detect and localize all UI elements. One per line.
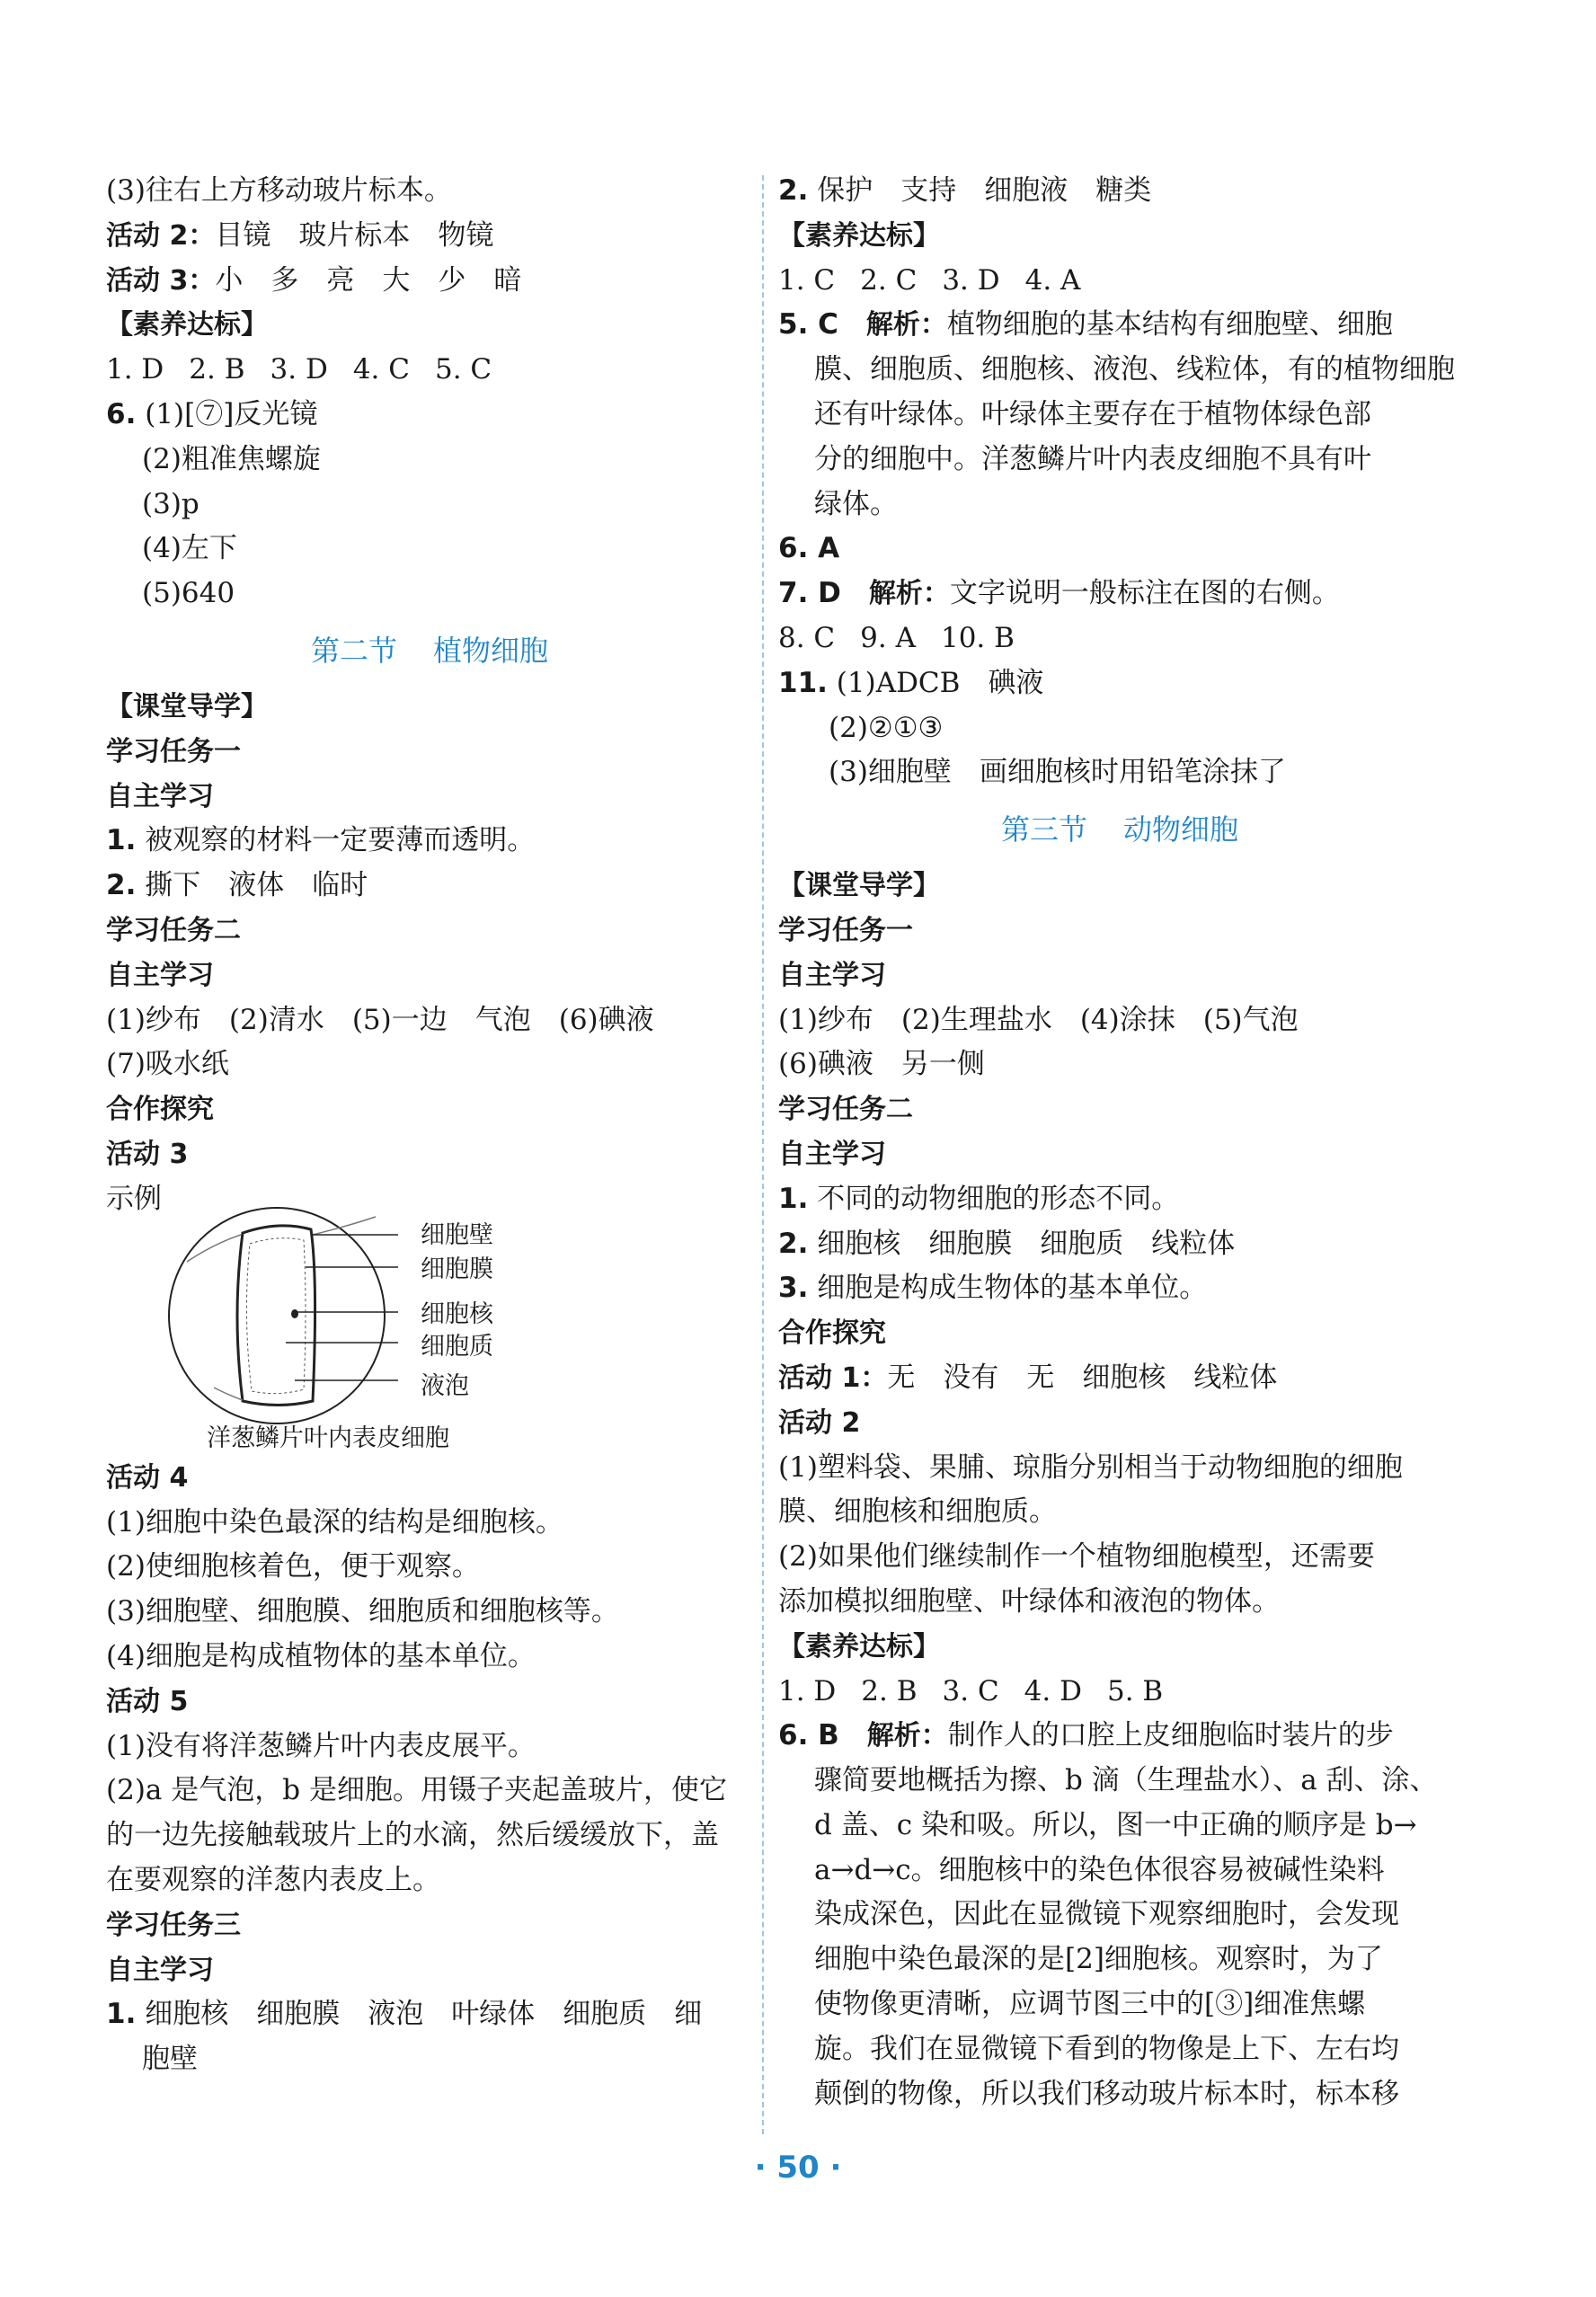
analysis-label: 解析： [868, 578, 950, 610]
heading: 自主学习 [106, 1954, 214, 1986]
text-line: (2)粗准焦螺旋 [142, 442, 321, 475]
answer-text: 细胞核 细胞膜 液泡 叶绿体 细胞质 细 [145, 1998, 703, 2031]
answer-text: 细胞核 细胞膜 细胞质 线粒体 [817, 1227, 1236, 1260]
answer-text: (1)[⑦]反光镜 [145, 397, 318, 430]
answer: 4. A [1024, 263, 1081, 297]
section-number: 第二节 [310, 633, 397, 668]
text-line: 胞壁 [142, 2043, 198, 2076]
answer-line [778, 169, 1461, 214]
right-column [778, 169, 1461, 2116]
text-line: 染成深色，因此在显微镜下观察细胞时，会发现 [814, 1898, 1399, 1931]
label-nucleus: 细胞核 [421, 1299, 493, 1328]
text-line: (5)640 [142, 577, 235, 610]
heading-literacy: 【素养达标】 [778, 219, 940, 252]
answer: 7. D [778, 577, 841, 610]
text-line: (3)细胞壁 画细胞核时用铅笔涂抹了 [829, 756, 1286, 789]
heading: 【课堂导学】 [106, 690, 268, 723]
answer-text: 撕下 液体 临时 [145, 869, 368, 902]
explanation-line [778, 572, 1461, 616]
item-number: 3. [778, 1272, 809, 1305]
text-line: (1)细胞中染色最深的结构是细胞核。 [106, 1505, 563, 1539]
text-line: (2)使细胞核着色，便于观察。 [106, 1550, 480, 1583]
analysis-label: 解析： [866, 1720, 948, 1752]
text-line: 分的细胞中。洋葱鳞片叶内表皮细胞不具有叶 [814, 442, 1371, 475]
section-number: 第三节 [1000, 812, 1087, 847]
item-number: 1. [106, 824, 137, 857]
answer-line [778, 1177, 1461, 1222]
text-line: 添加模拟细胞壁、叶绿体和液泡的物体。 [778, 1584, 1280, 1618]
answer: 10. B [940, 621, 1015, 654]
heading: 活动 2 [778, 1406, 861, 1439]
item-number: 2. [778, 1227, 809, 1260]
text-line: 旋。我们在显微镜下看到的物像是上下、左右均 [814, 2032, 1399, 2065]
answers-row [106, 348, 753, 393]
text-line: 颠倒的物像，所以我们移动玻片标本时，标本移 [814, 2077, 1399, 2110]
answer-line [106, 819, 753, 864]
answer-text: 保护 支持 细胞液 糖类 [817, 174, 1152, 207]
text-line: (7)吸水纸 [106, 1048, 229, 1081]
heading: 学习任务三 [106, 1909, 241, 1941]
answer: 4. D [1024, 1674, 1082, 1707]
text-line: 还有叶绿体。叶绿体主要存在于植物体绿色部 [814, 397, 1371, 430]
answer: 1. C [778, 263, 836, 297]
answer: 1. D [778, 1674, 837, 1707]
activity-label: 活动 1： [778, 1361, 888, 1394]
section-title-plant-cell [106, 616, 753, 685]
activity-1-line [778, 1356, 1461, 1401]
activity-label: 活动 2： [106, 219, 216, 252]
analysis-label: 解析： [865, 309, 947, 341]
heading: 活动 5 [106, 1685, 189, 1717]
heading: 学习任务一 [106, 735, 241, 767]
analysis-text: 文字说明一般标注在图的右侧。 [949, 577, 1340, 610]
heading: 自主学习 [778, 959, 886, 991]
section-name: 动物细胞 [1123, 812, 1239, 847]
heading: 合作探究 [778, 1317, 886, 1350]
answer: 5. B [1106, 1674, 1164, 1707]
explanation-line [778, 1714, 1461, 1759]
text-line: a→d→c。细胞核中的染色体很容易被碱性染料 [814, 1853, 1385, 1886]
label-cell-wall: 细胞壁 [421, 1220, 493, 1249]
text-line: (1)没有将洋葱鳞片叶内表皮展平。 [106, 1729, 536, 1762]
text-line: (1)纱布 (2)清水 (5)一边 气泡 (6)碘液 [106, 1003, 654, 1036]
question-11-line [778, 661, 1461, 706]
text-line: (4)细胞是构成植物体的基本单位。 [106, 1639, 536, 1672]
answers-row [778, 616, 1461, 661]
answer: 1. D [106, 353, 164, 386]
item-number: 1. [778, 1182, 809, 1215]
answer: 2. C [860, 263, 918, 297]
text-line: (3)往右上方移动玻片标本。 [106, 174, 452, 207]
answer-line [778, 1266, 1461, 1311]
left-column [106, 169, 753, 2082]
section-name: 植物细胞 [433, 633, 549, 668]
text-line: (6)碘液 另一侧 [778, 1048, 985, 1081]
text-line: 在要观察的洋葱内表皮上。 [106, 1863, 440, 1896]
label-cytoplasm: 细胞质 [421, 1332, 493, 1361]
example-label: 示例 [106, 1182, 162, 1215]
answer: 2. B [861, 1674, 918, 1707]
activity-answer: 目镜 玻片标本 物镜 [215, 218, 494, 252]
heading: 合作探究 [106, 1094, 214, 1126]
section-title-animal-cell [778, 795, 1461, 864]
analysis-text: 植物细胞的基本结构有细胞壁、细胞 [946, 308, 1393, 341]
text-line: (3)p [142, 487, 200, 520]
answers-row [778, 1670, 1461, 1715]
heading: 自主学习 [106, 780, 214, 812]
activity-3-line [106, 259, 753, 304]
heading: 自主学习 [778, 1138, 886, 1170]
answer: 5. C [434, 353, 492, 386]
text-line: (1)纱布 (2)生理盐水 (4)涂抹 (5)气泡 [778, 1003, 1299, 1036]
heading: 学习任务二 [106, 914, 241, 946]
answers-row [778, 259, 1461, 304]
answer-text: (1)ADCB 碘液 [836, 666, 1044, 699]
heading: 活动 4 [106, 1461, 189, 1494]
item-number: 2. [106, 869, 137, 902]
label-vacuole: 液泡 [421, 1371, 469, 1400]
text-line: 绿体。 [814, 487, 898, 520]
answer: 8. C [778, 621, 836, 654]
column-divider [762, 175, 764, 2134]
answer-text: 被观察的材料一定要薄而透明。 [145, 824, 536, 857]
text-line: (2)a 是气泡，b 是细胞。用镊子夹起盖玻片，使它 [106, 1774, 727, 1807]
answer-text: 细胞是构成生物体的基本单位。 [817, 1272, 1208, 1305]
text-line: (2)如果他们继续制作一个植物细胞模型，还需要 [778, 1540, 1375, 1574]
answer: 6. B [778, 1719, 839, 1752]
question-number: 11. [778, 666, 828, 699]
answer-line [778, 1222, 1461, 1267]
page-number: · 50 · [754, 2150, 842, 2186]
text-line: (4)左下 [142, 532, 237, 565]
answer: 3. D [270, 353, 328, 386]
activity-answer: 无 没有 无 细胞核 线粒体 [887, 1361, 1278, 1394]
answer: 3. C [942, 1674, 999, 1707]
text-line: (2)②①③ [829, 711, 944, 744]
explanation-line [778, 303, 1461, 348]
answer: 2. B [189, 353, 245, 386]
onion-cell-figure [106, 1177, 753, 1452]
item-number: 2. [778, 174, 809, 207]
answer-text: 不同的动物细胞的形态不同。 [817, 1182, 1180, 1215]
answer: 4. C [352, 353, 410, 386]
answer: 5. C [778, 308, 838, 341]
heading: 活动 3 [106, 1138, 189, 1170]
text-line: 膜、细胞质、细胞核、液泡、线粒体，有的植物细胞 [814, 353, 1455, 386]
question-number: 6. [106, 397, 137, 430]
heading: 【课堂导学】 [778, 870, 940, 902]
text-line: 细胞中染色最深的是[2]细胞核。观察时，为了 [814, 1943, 1383, 1976]
heading: 学习任务一 [778, 914, 913, 946]
answer-line [106, 1992, 753, 2037]
heading-literacy: 【素养达标】 [106, 309, 268, 341]
text-line: 骤简要地概括为擦、b 滴（生理盐水）、a 刮、涂、 [814, 1764, 1438, 1797]
text-line: (3)细胞壁、细胞膜、细胞质和细胞核等。 [106, 1595, 619, 1628]
text-line: 的一边先接触载玻片上的水滴，然后缓缓放下，盖 [106, 1819, 719, 1852]
activity-label: 活动 3： [106, 264, 216, 297]
question-6-line [106, 393, 753, 438]
label-cell-membrane: 细胞膜 [421, 1255, 493, 1283]
text-line: 使物像更清晰，应调节图三中的[③]细准焦螺 [814, 1988, 1366, 2021]
analysis-text: 制作人的口腔上皮细胞临时装片的步 [947, 1719, 1394, 1752]
heading-literacy: 【素养达标】 [778, 1630, 940, 1663]
text-line: 膜、细胞核和细胞质。 [778, 1495, 1057, 1529]
answer-line [106, 864, 753, 909]
activity-answer: 小 多 亮 大 少 暗 [215, 263, 522, 297]
text-line: (1)塑料袋、果脯、琼脂分别相当于动物细胞的细胞 [778, 1450, 1403, 1484]
figure-caption: 洋葱鳞片叶内表皮细胞 [207, 1423, 449, 1452]
heading: 自主学习 [106, 959, 214, 991]
item-number: 1. [106, 1998, 137, 2031]
text-line: d 盖、c 染和吸。所以，图一中正确的顺序是 b→ [814, 1808, 1417, 1841]
answer: 6. A [778, 532, 840, 565]
answer: 3. D [942, 263, 1000, 297]
heading: 学习任务二 [778, 1094, 913, 1126]
answer: 9. A [860, 621, 916, 654]
activity-2-line [106, 214, 753, 259]
